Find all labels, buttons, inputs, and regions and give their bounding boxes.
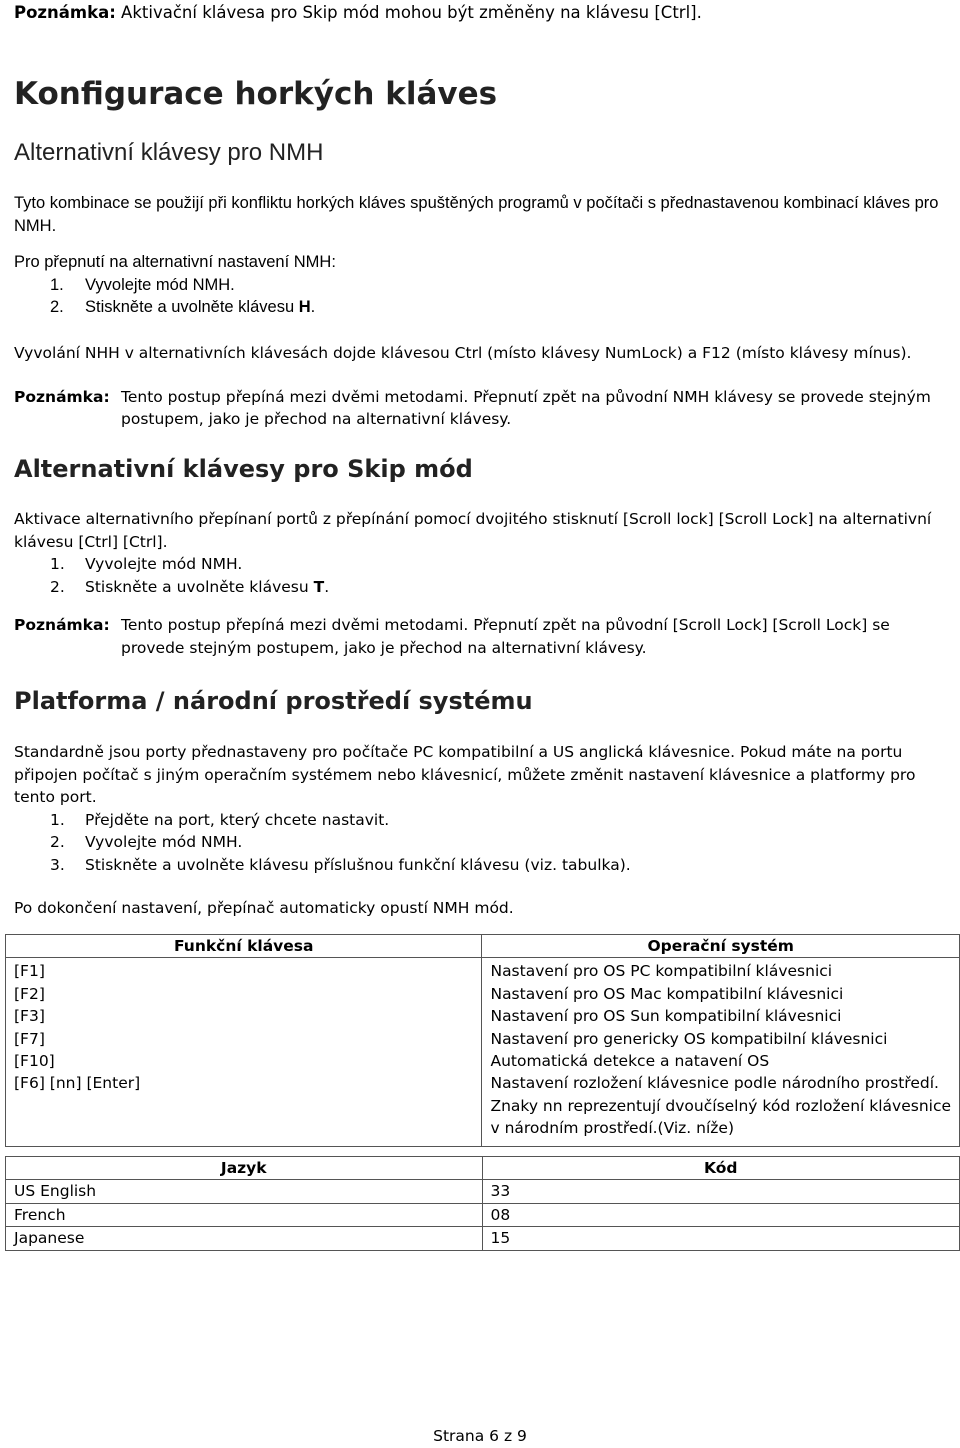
top-note-label: Poznámka: [14,3,116,22]
table-cell-code: 15 [482,1227,959,1250]
top-note [14,2,702,24]
section-platform-body [14,741,946,919]
table-row [6,1203,960,1226]
section-heading-skip: Alternativní klávesy pro Skip mód [14,455,473,483]
table-cell-language: Japanese [6,1227,483,1250]
language-code-table [5,1156,960,1251]
list-item: 3. Stiskněte a uvolněte klávesu příslušnou funkční klávesu (viz. tabulka). [50,855,631,874]
table-cell-code: 08 [482,1203,959,1226]
table-cell-language: French [6,1203,483,1226]
table-cell-code: 33 [482,1180,959,1203]
top-note-text: Aktivační klávesa pro Skip mód mohou být změněny na klávesu [Ctrl]. [115,3,702,22]
section-platform-steps [14,809,946,877]
section-skip-steps [14,553,946,598]
section-nmh-note: Poznámka: Tento postup přepíná mezi dvěmi metodami. Přepnutí zpět na původní NMH klávesy se provede stejným postupem, jako je přechod na alternativní klávesy. [14,387,931,429]
section-platform-intro: Standardně jsou porty přednastaveny pro počítače PC kompatibilní a US anglická klávesnice. Pokud máte na portu připojen počítač s jiným operačním systémem nebo klávesnicí, můžete změnit nastavení klávesnice a platformy pro tento port. [14,743,916,807]
section-skip-intro: Aktivace alternativního přepínaní portů z přepínání pomocí dvojitého stisknutí [Scroll lock] [Scroll Lock] na alternativní klávesu [Ctrl] [Ctrl]. [14,510,932,551]
list-item: 1. Vyvolejte mód NMH. [50,275,235,294]
table-row [6,1227,960,1250]
section-nmh-steps [14,274,946,319]
section-nmh-switch-label: Pro přepnutí na alternativní nastavení NMH: [14,253,336,272]
list-item: 1. Vyvolejte mód NMH. [50,555,243,574]
section-skip-note: Poznámka: Tento postup přepíná mezi dvěmi metodami. Přepnutí zpět na původní [Scroll Lock] [Scroll Lock] se provede stejným postupem, jako je přechod na alternativní klávesy. [14,616,890,657]
list-item: 2. Vyvolejte mód NMH. [50,833,243,852]
section-nmh-invocation: Vyvolání NHH v alternativních klávesách dojde klávesou Ctrl (místo klávesy NumLock) a F12 (místo klávesy mínus). [14,344,912,362]
section-nmh-more [14,342,946,431]
table-row [6,1180,960,1203]
page-title: Konfigurace horkých kláves [14,76,498,112]
section-platform-conclusion: Po dokončení nastavení, přepínač automaticky opustí NMH mód. [14,898,514,917]
table-cell-os: Nastavení pro OS PC kompatibilní klávesnici Nastavení pro OS Mac kompatibilní klávesnici Nastavení pro OS Sun kompatibilní klávesnici Nastavení pro genericky OS kompatibilní klávesnici Automatická detekce a natavení OS Nastavení rozložení klávesnice podle národního prostředí. Znaky nn reprezentují dvoučíselný kód rozložení klávesnice v národním prostředí.(Viz. níže) [482,958,960,1146]
table-body-row [6,958,960,1146]
table-header-row [6,935,960,958]
section-nmh-intro: Tyto kombinace se použijí při konfliktu horkých kláves spuštěných programů v počítači s přednastavenou kombinací kláves pro NMH. [14,194,939,235]
table-header-language: Jazyk [6,1157,483,1180]
table-cell-language: US English [6,1180,483,1203]
section-skip-body [14,508,946,660]
list-item: 1. Přejděte na port, který chcete nastavit. [50,810,390,829]
section-heading-nmh: Alternativní klávesy pro NMH [14,139,324,166]
list-item: 2. Stiskněte a uvolněte klávesu T. [50,577,330,596]
function-key-table [5,934,960,1147]
section-nmh-body [14,192,946,319]
list-item: 2. Stiskněte a uvolněte klávesu H. [50,298,316,317]
table-cell-keys: [F1] [F2] [F3] [F7] [F10] [F6] [nn] [Enter] [6,958,482,1146]
page-footer: Strana 6 z 9 [433,1427,527,1445]
table-header-function-key: Funkční klávesa [6,935,482,958]
table-header-os: Operační systém [482,935,960,958]
section-heading-platform: Platforma / národní prostředí systému [14,687,533,715]
table-header-row [6,1157,960,1180]
table-header-code: Kód [482,1157,959,1180]
